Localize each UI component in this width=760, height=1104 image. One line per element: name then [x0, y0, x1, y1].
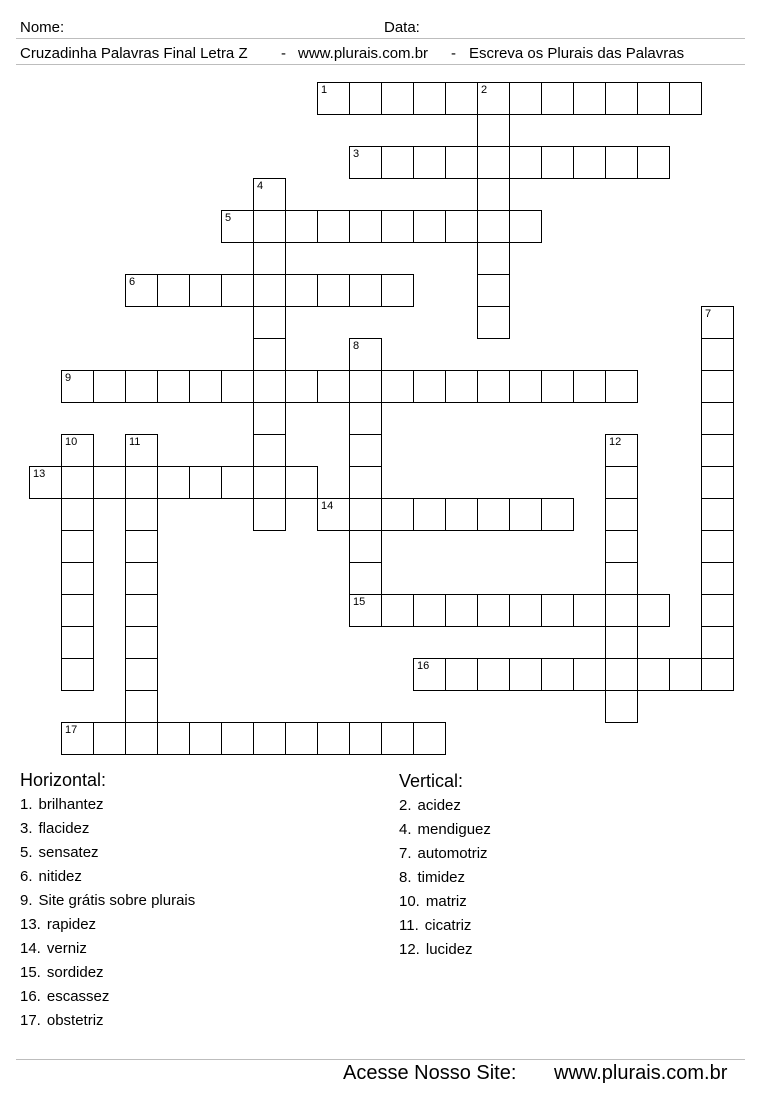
crossword-cell[interactable]: [477, 82, 510, 115]
vertical-clue: [399, 917, 491, 941]
clue-number: 5.: [20, 844, 33, 861]
clue-number: 4.: [399, 821, 412, 838]
clue-number: 6: [129, 276, 136, 288]
crossword-cell[interactable]: [477, 242, 510, 275]
crossword-cell[interactable]: [605, 82, 638, 115]
horizontal-clue: [20, 1012, 195, 1036]
crossword-cell[interactable]: [445, 82, 478, 115]
crossword-cell[interactable]: [477, 178, 510, 211]
crossword-cell[interactable]: [701, 498, 734, 531]
crossword-cell[interactable]: [605, 626, 638, 659]
instruction-text: Escreva os Plurais das Palavras: [469, 45, 685, 62]
crossword-cell[interactable]: [61, 434, 94, 467]
clue-number: 8: [353, 340, 360, 352]
crossword-cell[interactable]: [349, 370, 382, 403]
crossword-cell[interactable]: [61, 370, 94, 403]
clue-number: 2: [481, 84, 488, 96]
vertical-clue: [399, 941, 491, 965]
crossword-cell[interactable]: [253, 242, 286, 275]
clue-number: 3: [353, 148, 360, 160]
crossword-cell[interactable]: [285, 210, 318, 243]
crossword-cell[interactable]: [509, 498, 542, 531]
crossword-cell[interactable]: [349, 402, 382, 435]
horizontal-clue: [20, 844, 195, 868]
crossword-cell[interactable]: [445, 498, 478, 531]
footer-divider: [16, 1059, 745, 1060]
crossword-cell[interactable]: [413, 594, 446, 627]
crossword-cell[interactable]: [381, 594, 414, 627]
crossword-cell[interactable]: [157, 274, 190, 307]
horizontal-clue: [20, 796, 195, 820]
horizontal-clue: [20, 892, 195, 916]
crossword-cell[interactable]: [445, 658, 478, 691]
crossword-cell[interactable]: [189, 466, 222, 499]
crossword-cell[interactable]: [93, 722, 126, 755]
vertical-clue: [399, 845, 491, 869]
crossword-cell[interactable]: [221, 370, 254, 403]
clue-text: lucidez: [425, 941, 473, 958]
horizontal-clue: [20, 964, 195, 988]
footer-site-link[interactable]: www.plurais.com.br: [554, 1062, 728, 1084]
clue-number: 2.: [399, 797, 412, 814]
crossword-cell[interactable]: [605, 498, 638, 531]
crossword-cell[interactable]: [253, 274, 286, 307]
crossword-cell[interactable]: [157, 466, 190, 499]
crossword-cell[interactable]: [701, 434, 734, 467]
vertical-title: Vertical:: [399, 771, 464, 791]
crossword-cell[interactable]: [221, 466, 254, 499]
horizontal-clue: [20, 820, 195, 844]
crossword-cell[interactable]: [605, 530, 638, 563]
crossword-cell[interactable]: [125, 594, 158, 627]
crossword-cell[interactable]: [509, 210, 542, 243]
clue-number: 9.: [20, 892, 33, 909]
crossword-cell[interactable]: [573, 82, 606, 115]
crossword-cell[interactable]: [61, 530, 94, 563]
clue-number: 15: [353, 596, 366, 608]
crossword-cell[interactable]: [701, 562, 734, 595]
crossword-cell[interactable]: [701, 466, 734, 499]
crossword-cell[interactable]: [445, 210, 478, 243]
crossword-cell[interactable]: [317, 274, 350, 307]
crossword-cell[interactable]: [509, 146, 542, 179]
crossword-cell[interactable]: [541, 594, 574, 627]
clue-number: 16.: [20, 988, 41, 1005]
crossword-cell[interactable]: [125, 658, 158, 691]
crossword-cell[interactable]: [125, 562, 158, 595]
clue-number: 17: [65, 724, 78, 736]
crossword-cell[interactable]: [669, 82, 702, 115]
crossword-cell[interactable]: [61, 594, 94, 627]
crossword-cell[interactable]: [701, 306, 734, 339]
title-separator: -: [451, 45, 456, 62]
site-url: www.plurais.com.br: [298, 45, 429, 62]
vertical-clue: [399, 893, 491, 917]
crossword-cell[interactable]: [701, 370, 734, 403]
crossword-cell[interactable]: [349, 434, 382, 467]
crossword-cell[interactable]: [509, 658, 542, 691]
crossword-cell[interactable]: [93, 370, 126, 403]
crossword-cell[interactable]: [573, 146, 606, 179]
clue-number: 11: [129, 436, 141, 448]
crossword-cell[interactable]: [317, 498, 350, 531]
crossword-cell[interactable]: [701, 530, 734, 563]
footer-label: Acesse Nosso Site:: [343, 1062, 517, 1084]
crossword-cell[interactable]: [221, 274, 254, 307]
vertical-clues: [399, 770, 491, 965]
crossword-cell[interactable]: [413, 146, 446, 179]
crossword-cell[interactable]: [477, 210, 510, 243]
crossword-cell[interactable]: [477, 498, 510, 531]
crossword-cell[interactable]: [541, 370, 574, 403]
crossword-cell[interactable]: [509, 594, 542, 627]
clue-number: 10: [65, 436, 78, 448]
clue-number: 12: [609, 436, 622, 448]
crossword-cell[interactable]: [125, 498, 158, 531]
clue-text: sensatez: [38, 844, 99, 861]
crossword-cell[interactable]: [349, 594, 382, 627]
crossword-cell[interactable]: [349, 274, 382, 307]
crossword-cell[interactable]: [637, 658, 670, 691]
crossword-cell[interactable]: [477, 658, 510, 691]
crossword-cell[interactable]: [701, 594, 734, 627]
crossword-cell[interactable]: [573, 658, 606, 691]
crossword-cell[interactable]: [637, 146, 670, 179]
clue-number: 14: [321, 500, 334, 512]
crossword-cell[interactable]: [349, 498, 382, 531]
title-separator: -: [281, 45, 286, 62]
clue-number: 12.: [399, 941, 420, 958]
crossword-cell[interactable]: [253, 722, 286, 755]
crossword-cell[interactable]: [445, 146, 478, 179]
crossword-cell[interactable]: [125, 370, 158, 403]
crossword-cell[interactable]: [349, 530, 382, 563]
clue-text: automotriz: [417, 845, 488, 862]
crossword-cell[interactable]: [157, 370, 190, 403]
horizontal-clues: [20, 769, 195, 1036]
crossword-cell[interactable]: [29, 466, 62, 499]
clue-number: 14.: [20, 940, 41, 957]
crossword-cell[interactable]: [317, 722, 350, 755]
clue-text: acidez: [417, 797, 461, 814]
crossword-cell[interactable]: [381, 210, 414, 243]
crossword-cell[interactable]: [253, 370, 286, 403]
crossword-cell[interactable]: [253, 178, 286, 211]
horizontal-clue: [20, 988, 195, 1012]
crossword-cell[interactable]: [381, 370, 414, 403]
clue-number: 1: [321, 84, 328, 96]
crossword-cell[interactable]: [349, 562, 382, 595]
clue-number: 13: [33, 468, 46, 480]
crossword-cell[interactable]: [189, 274, 222, 307]
crossword-cell[interactable]: [317, 210, 350, 243]
crossword-cell[interactable]: [541, 146, 574, 179]
crossword-cell[interactable]: [349, 146, 382, 179]
crossword-cell[interactable]: [285, 722, 318, 755]
crossword-cell[interactable]: [253, 306, 286, 339]
clue-text: sordidez: [46, 964, 104, 981]
crossword-cell[interactable]: [605, 370, 638, 403]
crossword-cell[interactable]: [125, 530, 158, 563]
crossword-cell[interactable]: [605, 146, 638, 179]
crossword-cell[interactable]: [477, 146, 510, 179]
crossword-cell[interactable]: [573, 594, 606, 627]
crossword-cell[interactable]: [253, 338, 286, 371]
name-label: Nome:: [20, 19, 65, 36]
crossword-cell[interactable]: [253, 210, 286, 243]
crossword-cell[interactable]: [477, 370, 510, 403]
crossword-cell[interactable]: [349, 210, 382, 243]
crossword-cell[interactable]: [61, 626, 94, 659]
crossword-cell[interactable]: [285, 466, 318, 499]
crossword-cell[interactable]: [253, 402, 286, 435]
crossword-cell[interactable]: [221, 722, 254, 755]
worksheet-title: Cruzadinha Palavras Final Letra Z: [20, 45, 248, 62]
crossword-cell[interactable]: [605, 594, 638, 627]
crossword-cell[interactable]: [157, 722, 190, 755]
crossword-cell[interactable]: [637, 594, 670, 627]
crossword-cell[interactable]: [221, 210, 254, 243]
horizontal-clue: [20, 940, 195, 964]
crossword-cell[interactable]: [701, 338, 734, 371]
clue-number: 7: [705, 308, 712, 320]
crossword-cell[interactable]: [509, 370, 542, 403]
crossword-cell[interactable]: [477, 594, 510, 627]
crossword-cell[interactable]: [541, 498, 574, 531]
crossword-cell[interactable]: [381, 274, 414, 307]
crossword-cell[interactable]: [573, 370, 606, 403]
clue-number: 6.: [20, 868, 33, 885]
crossword-cell[interactable]: [125, 466, 158, 499]
crossword-cell[interactable]: [509, 82, 542, 115]
crossword-cell[interactable]: [381, 498, 414, 531]
clue-number: 8.: [399, 869, 412, 886]
horizontal-title: Horizontal:: [20, 770, 107, 790]
crossword-cell[interactable]: [189, 722, 222, 755]
crossword-cell[interactable]: [413, 210, 446, 243]
crossword-cell[interactable]: [413, 658, 446, 691]
clue-text: Site grátis sobre plurais: [38, 892, 196, 909]
crossword-cell[interactable]: [125, 626, 158, 659]
crossword-cell[interactable]: [349, 722, 382, 755]
crossword-cell[interactable]: [477, 306, 510, 339]
clue-number: 15.: [20, 964, 41, 981]
crossword-cell[interactable]: [61, 466, 94, 499]
clue-text: mendiguez: [417, 821, 491, 838]
clue-number: 16: [417, 660, 430, 672]
clue-number: 13.: [20, 916, 41, 933]
crossword-cell[interactable]: [381, 82, 414, 115]
clue-number: 17.: [20, 1012, 41, 1029]
crossword-cell[interactable]: [125, 690, 158, 723]
clue-text: verniz: [46, 940, 87, 957]
clue-number: 9: [65, 372, 72, 384]
crossword-cell[interactable]: [285, 370, 318, 403]
crossword-cell[interactable]: [125, 274, 158, 307]
crossword-cell[interactable]: [605, 658, 638, 691]
crossword-cell[interactable]: [381, 146, 414, 179]
crossword-cell[interactable]: [349, 466, 382, 499]
crossword-cell[interactable]: [445, 594, 478, 627]
crossword-cell[interactable]: [413, 370, 446, 403]
crossword-cell[interactable]: [605, 434, 638, 467]
clue-number: 3.: [20, 820, 33, 837]
clue-text: flacidez: [38, 820, 90, 837]
crossword-cell[interactable]: [349, 338, 382, 371]
crossword-cell[interactable]: [477, 274, 510, 307]
crossword-cell[interactable]: [253, 466, 286, 499]
horizontal-clue: [20, 916, 195, 940]
crossword-cell[interactable]: [381, 722, 414, 755]
crossword-cell[interactable]: [317, 370, 350, 403]
clue-text: rapidez: [46, 916, 97, 933]
crossword-cell[interactable]: [189, 370, 222, 403]
clue-text: nitidez: [38, 868, 82, 885]
clue-number: 11.: [399, 917, 419, 934]
clue-text: timidez: [417, 869, 466, 886]
crossword-cell[interactable]: [413, 722, 446, 755]
crossword-cell[interactable]: [701, 402, 734, 435]
clue-number: 4: [257, 180, 264, 192]
crossword-cell[interactable]: [541, 658, 574, 691]
crossword-cell[interactable]: [541, 82, 574, 115]
crossword-cell[interactable]: [477, 114, 510, 147]
horizontal-clue: [20, 868, 195, 892]
clue-text: escassez: [46, 988, 110, 1005]
crossword-cell[interactable]: [701, 626, 734, 659]
vertical-clue: [399, 821, 491, 845]
crossword-cell[interactable]: [93, 466, 126, 499]
vertical-clue: [399, 869, 491, 893]
clue-text: matriz: [425, 893, 467, 910]
crossword-cell[interactable]: [349, 82, 382, 115]
crossword-cell[interactable]: [605, 690, 638, 723]
crossword-cell[interactable]: [61, 562, 94, 595]
clue-text: cicatriz: [424, 917, 472, 934]
crossword-cell[interactable]: [61, 498, 94, 531]
crossword-cell[interactable]: [125, 434, 158, 467]
clue-text: brilhantez: [38, 796, 104, 813]
crossword-cell[interactable]: [317, 82, 350, 115]
clue-text: obstetriz: [46, 1012, 104, 1029]
crossword-cell[interactable]: [445, 370, 478, 403]
crossword-cell[interactable]: [125, 722, 158, 755]
crossword-cell[interactable]: [61, 658, 94, 691]
crossword-cell[interactable]: [637, 82, 670, 115]
crossword-cell[interactable]: [413, 498, 446, 531]
crossword-cell[interactable]: [253, 498, 286, 531]
crossword-cell[interactable]: [253, 434, 286, 467]
crossword-cell[interactable]: [669, 658, 702, 691]
crossword-cell[interactable]: [605, 466, 638, 499]
crossword-cell[interactable]: [285, 274, 318, 307]
crossword-cell[interactable]: [605, 562, 638, 595]
crossword-cell[interactable]: [61, 722, 94, 755]
clue-number: 1.: [20, 796, 33, 813]
clue-number: 5: [225, 212, 232, 224]
crossword-cell[interactable]: [701, 658, 734, 691]
date-label: Data:: [384, 19, 420, 36]
vertical-clue: [399, 797, 491, 821]
clue-number: 7.: [399, 845, 412, 862]
clue-number: 10.: [399, 893, 420, 910]
crossword-cell[interactable]: [413, 82, 446, 115]
